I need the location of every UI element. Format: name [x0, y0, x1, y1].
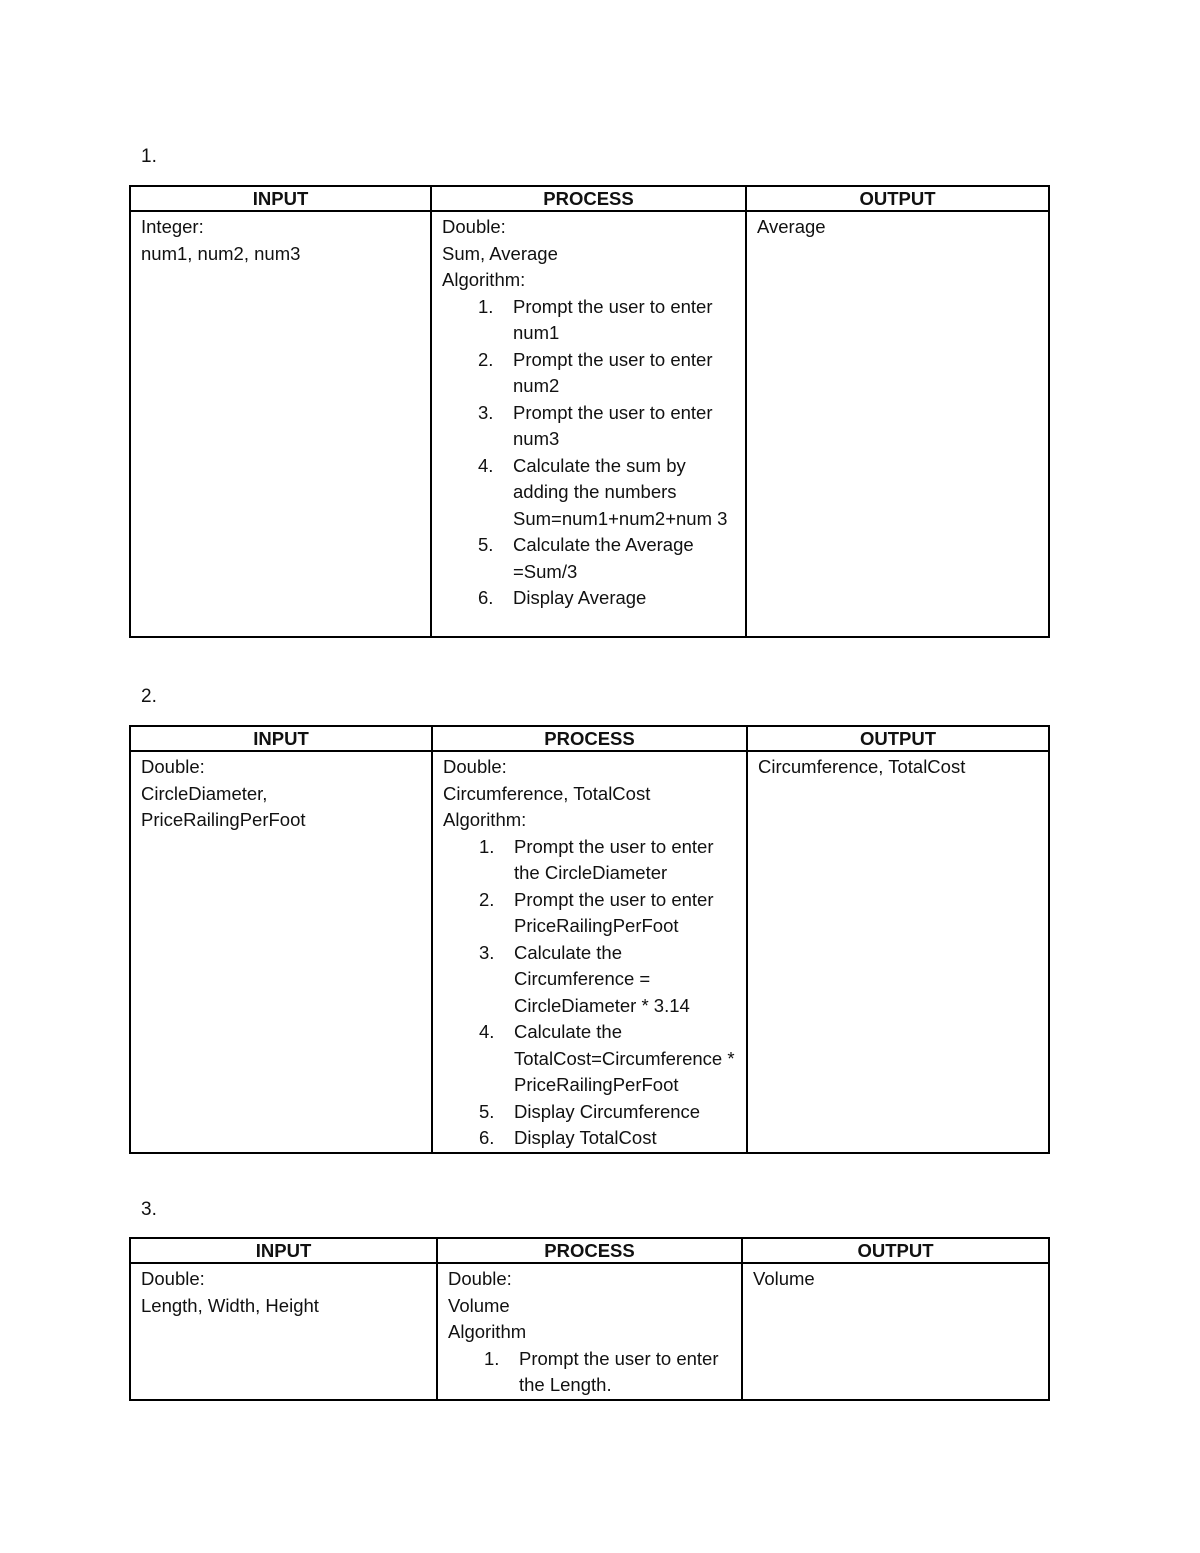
process-cell	[431, 211, 746, 637]
output-header: OUTPUT	[746, 186, 1049, 211]
output-cell	[746, 211, 1049, 637]
algorithm-step: Calculate the Average =Sum/3	[513, 534, 694, 582]
table-body-row	[130, 751, 1049, 1153]
algorithm-step: Prompt the user to enter num3	[513, 401, 713, 449]
algorithm-steps	[442, 294, 735, 612]
output-header: OUTPUT	[747, 726, 1049, 751]
input-type: Integer:	[141, 216, 204, 237]
input-header: INPUT	[130, 186, 431, 211]
section-1-number: 1.	[141, 146, 157, 167]
algorithm-label: Algorithm:	[443, 809, 527, 830]
input-cell	[130, 211, 431, 637]
algorithm-step: Prompt the user to enter the Length.	[519, 1347, 719, 1395]
input-cell	[130, 751, 432, 1153]
output-header: OUTPUT	[742, 1238, 1049, 1263]
process-cell	[432, 751, 747, 1153]
algorithm-step: Prompt the user to enter PriceRailingPerFoot	[514, 888, 714, 936]
table-body-row	[130, 1263, 1049, 1400]
algorithm-label: Algorithm	[448, 1321, 527, 1342]
algorithm-steps	[448, 1346, 731, 1399]
input-cell	[130, 1263, 437, 1400]
input-variable: CircleDiameter,	[141, 782, 268, 804]
output-value: Average	[757, 216, 826, 237]
algorithm-step: Prompt the user to enter num1	[513, 295, 713, 343]
process-type: Double:	[448, 1268, 512, 1289]
process-cell	[437, 1263, 742, 1400]
table-header-row	[130, 1238, 1049, 1263]
output-cell	[747, 751, 1049, 1153]
process-header: PROCESS	[432, 726, 747, 751]
output-value: Circumference, TotalCost	[758, 756, 966, 777]
output-cell	[742, 1263, 1049, 1400]
section-2-number: 2.	[141, 686, 157, 707]
algorithm-step: Calculate the TotalCost=Circumference * PriceRailingPerFoot	[514, 1021, 735, 1095]
algorithm-step: Prompt the user to enter the CircleDiameter	[514, 835, 714, 883]
input-type: Double:	[141, 1268, 205, 1289]
process-type: Double:	[443, 756, 507, 777]
algorithm-step: Calculate the sum by adding the numbers Sum=num1+num2+num 3	[513, 454, 728, 529]
output-value: Volume	[753, 1268, 815, 1289]
algorithm-step: Prompt the user to enter num2	[513, 348, 713, 396]
ipo-table-3	[129, 1237, 1050, 1401]
algorithm-label: Algorithm:	[442, 269, 526, 290]
algorithm-step: Calculate the Circumference = CircleDiameter * 3.14	[514, 941, 690, 1016]
table-header-row	[130, 186, 1049, 211]
input-header: INPUT	[130, 726, 432, 751]
table-body-row	[130, 211, 1049, 637]
process-header: PROCESS	[437, 1238, 742, 1263]
algorithm-steps	[443, 834, 736, 1152]
table-header-row	[130, 726, 1049, 751]
algorithm-step: Display Average	[513, 587, 647, 608]
input-type: Double:	[141, 756, 205, 777]
process-type: Double:	[442, 216, 506, 237]
input-variables: Length, Width, Height	[141, 1294, 319, 1316]
process-variables: Volume	[448, 1294, 510, 1316]
algorithm-step: Display TotalCost	[514, 1127, 657, 1148]
input-variables: num1, num2, num3	[141, 242, 301, 264]
section-3-number: 3.	[141, 1199, 157, 1220]
ipo-table-2	[129, 725, 1050, 1154]
input-variable: PriceRailingPerFoot	[141, 809, 306, 830]
ipo-table-1	[129, 185, 1050, 638]
input-header: INPUT	[130, 1238, 437, 1263]
process-header: PROCESS	[431, 186, 746, 211]
algorithm-step: Display Circumference	[514, 1100, 701, 1122]
process-variables: Sum, Average	[442, 242, 558, 264]
process-variables: Circumference, TotalCost	[443, 782, 651, 804]
